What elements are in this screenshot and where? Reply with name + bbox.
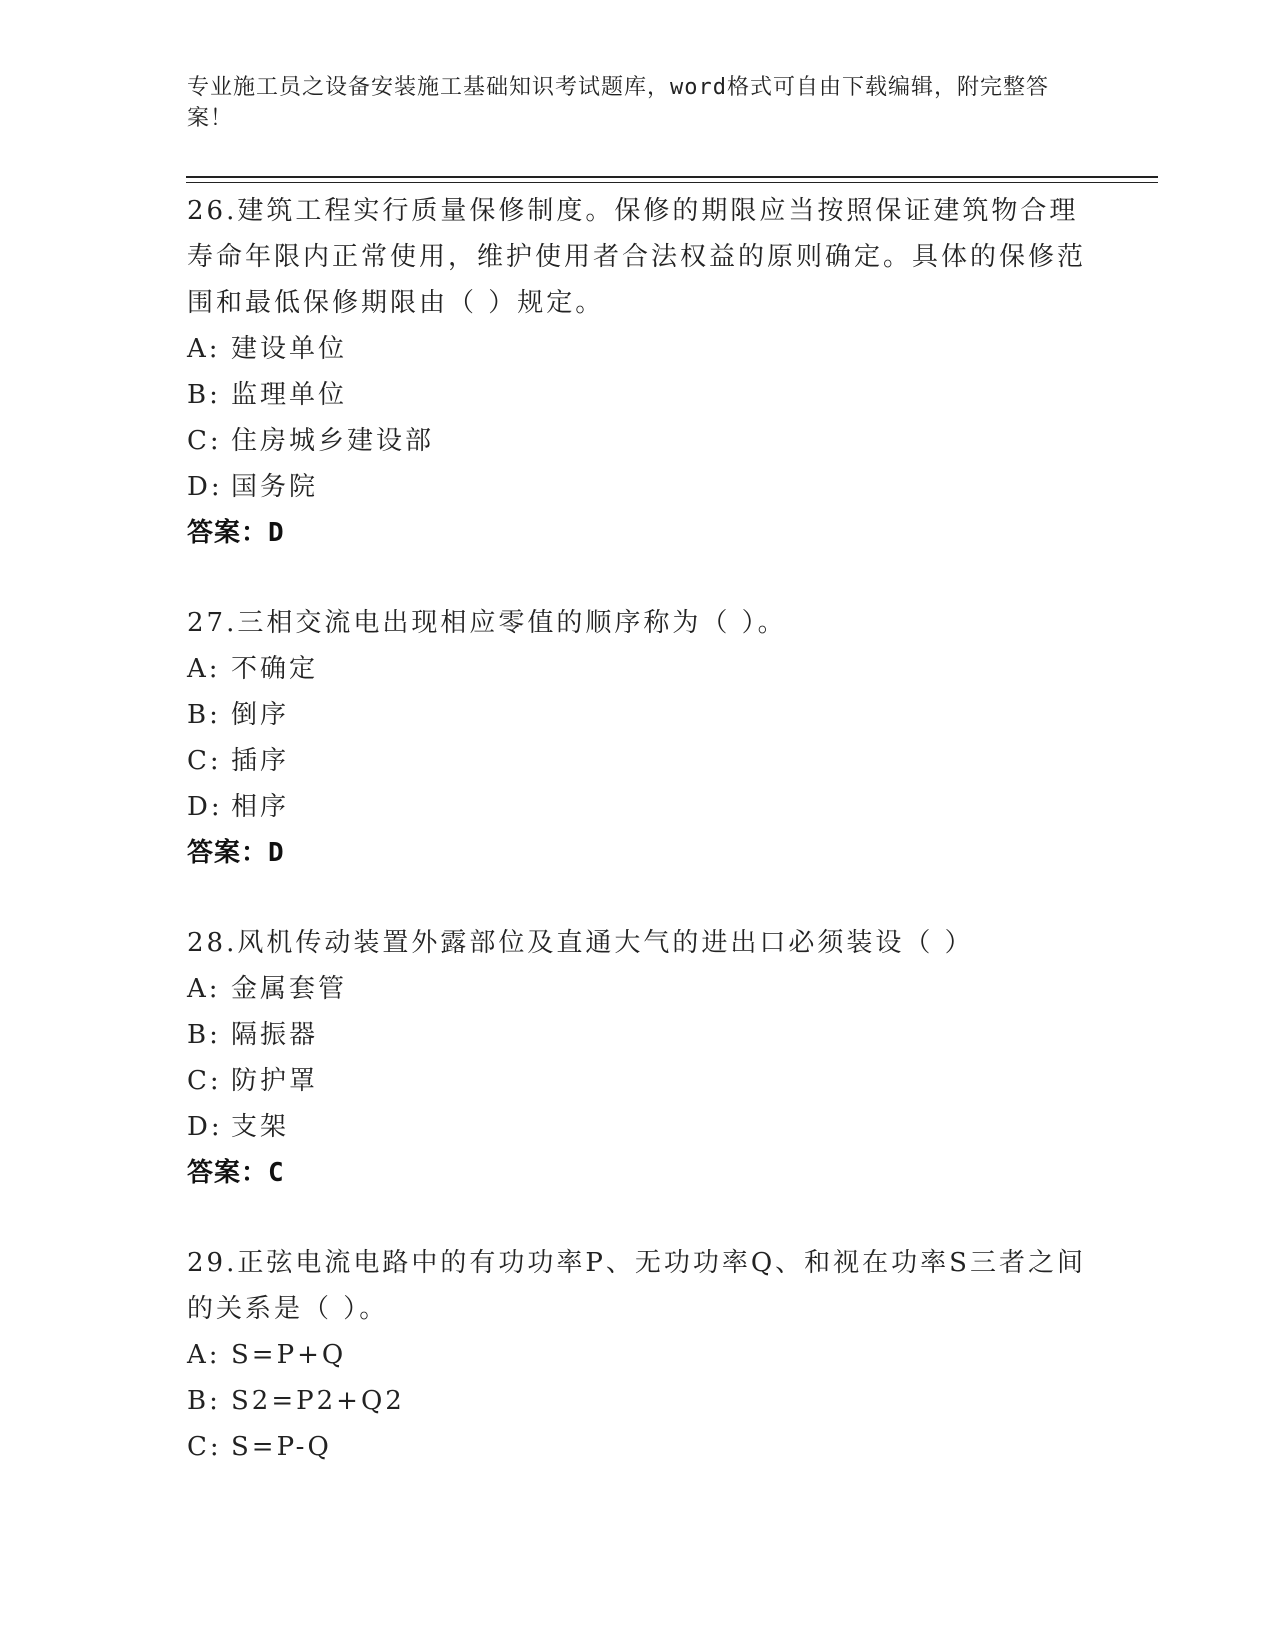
option-text: 隔振器 [231, 1020, 319, 1050]
question-27 [187, 600, 1087, 876]
option-letter: D: [187, 792, 223, 822]
option-a [187, 646, 1087, 692]
question-stem: 27.三相交流电出现相应零值的顺序称为（ ）。 [187, 608, 787, 638]
option-letter: D: [187, 472, 223, 502]
option-text: S=P-Q [231, 1432, 332, 1462]
option-b [187, 372, 1087, 418]
option-text: 国务院 [231, 472, 319, 502]
option-letter: C: [187, 1066, 222, 1096]
option-letter: D: [187, 1112, 223, 1142]
question-stem: 26.建筑工程实行质量保修制度。保修的期限应当按照保证建筑物合理寿命年限内正常使用，维护使用者合法权益的原则确定。具体的保修范围和最低保修期限由（ ）规定。 [187, 196, 1087, 318]
header-divider-thin [186, 182, 1158, 183]
answer-line [187, 830, 1087, 876]
option-letter: C: [187, 1432, 222, 1462]
answer-label: 答案： [187, 1158, 269, 1188]
option-b [187, 1378, 1087, 1424]
question-stem: 28.风机传动装置外露部位及直通大气的进出口必须装设（ ） [187, 928, 974, 958]
option-a [187, 1332, 1087, 1378]
option-b [187, 692, 1087, 738]
option-text: 监理单位 [231, 380, 348, 410]
question-29 [187, 1240, 1087, 1470]
option-text: 防护罩 [231, 1066, 319, 1096]
option-d [187, 464, 1087, 510]
option-letter: A: [187, 974, 221, 1004]
option-text: S=P+Q [231, 1340, 347, 1370]
option-letter: C: [187, 426, 222, 456]
option-letter: A: [187, 334, 221, 364]
answer-label: 答案： [187, 518, 269, 548]
option-text: 插序 [231, 746, 290, 776]
option-text: 倒序 [231, 700, 290, 730]
option-letter: B: [187, 1020, 221, 1050]
option-c [187, 738, 1087, 784]
option-letter: C: [187, 746, 222, 776]
document-header: 专业施工员之设备安装施工基础知识考试题库，word格式可自由下载编辑，附完整答案！ [187, 75, 1049, 131]
option-text: 金属套管 [231, 974, 348, 1004]
option-letter: B: [187, 1386, 221, 1416]
option-d [187, 784, 1087, 830]
option-text: 相序 [231, 792, 290, 822]
option-text: 不确定 [231, 654, 319, 684]
option-text: 住房城乡建设部 [231, 426, 435, 456]
answer-label: 答案： [187, 838, 269, 868]
header-divider-thick [186, 176, 1158, 178]
answer-value: C [268, 1158, 285, 1188]
option-letter: A: [187, 1340, 221, 1370]
option-text: 支架 [231, 1112, 290, 1142]
answer-line [187, 1150, 1087, 1196]
option-a [187, 326, 1087, 372]
answer-value: D [268, 838, 285, 868]
option-c [187, 1424, 1087, 1470]
option-c [187, 1058, 1087, 1104]
answer-line [187, 510, 1087, 556]
answer-value: D [268, 518, 285, 548]
question-26 [187, 188, 1087, 556]
option-letter: B: [187, 700, 221, 730]
option-d [187, 1104, 1087, 1150]
option-text: S2=P2+Q2 [231, 1386, 405, 1416]
option-text: 建设单位 [231, 334, 348, 364]
option-letter: B: [187, 380, 221, 410]
question-stem: 29.正弦电流电路中的有功功率P、无功功率Q、和视在功率S三者之间的关系是（ ）。 [187, 1248, 1086, 1324]
option-b [187, 1012, 1087, 1058]
option-c [187, 418, 1087, 464]
question-list [187, 188, 1087, 1514]
option-a [187, 966, 1087, 1012]
option-letter: A: [187, 654, 221, 684]
question-28 [187, 920, 1087, 1196]
